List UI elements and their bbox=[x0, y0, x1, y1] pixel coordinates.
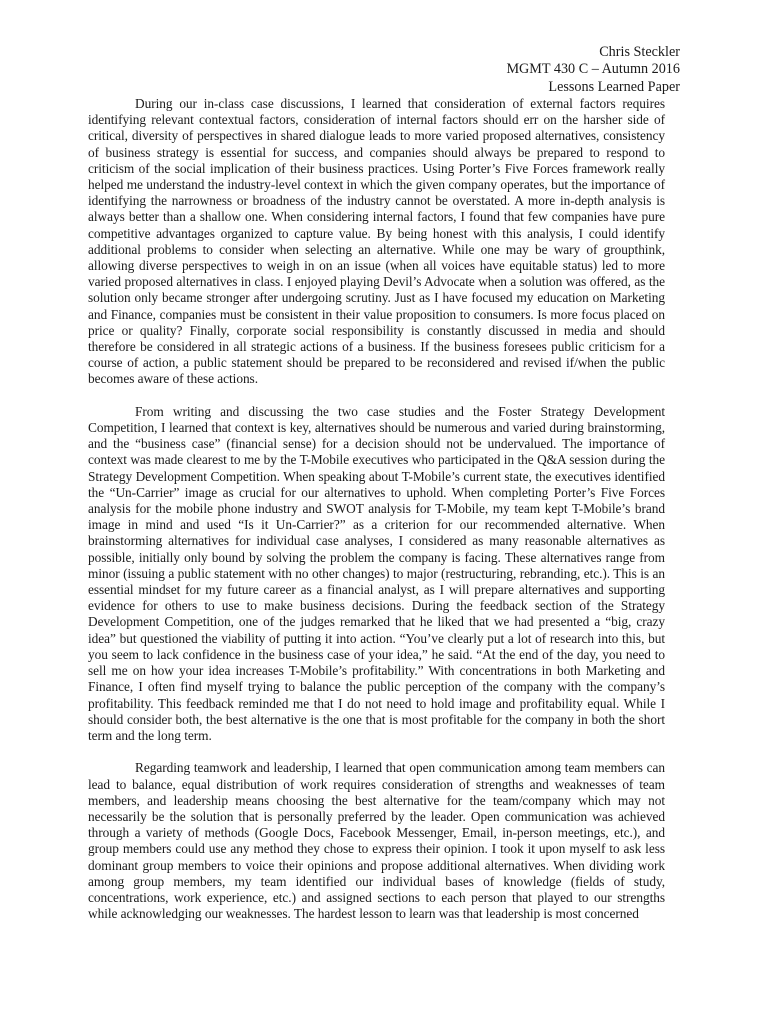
paragraph: From writing and discussing the two case studies and the Foster Strategy Development Competition, I learned that context is key, alternatives should be numerous and varied during brainstorming, and the “business case” (financial sense) for a decision should not be undervalued. The importance of context was made clearest to me by the T-Mobile executives who participated in the Q&A session during the Strategy Development Competition. When speaking about T-Mobile’s current state, the executives identified the “Un-Carrier” image as crucial for our alternatives to uphold. When completing Porter’s Five Forces analysis for the mobile phone industry and SWOT analysis for T-Mobile, my team kept T-Mobile’s brand image in mind and used “Is it Un-Carrier?” as a criterion for our recommended alternative. When brainstorming alternatives for individual case analyses, I considered as many reasonable alternatives as possible, initially only bound by solving the problem the company is facing. These alternatives range from minor (issuing a public statement with no other changes) to major (restructuring, rebranding, etc.). This is an essential mindset for my future career as a financial analyst, as I will prepare alternatives and supporting evidence for others to use to make business decisions. During the feedback section of the Strategy Development Competition, one of the judges remarked that he liked that we had presented a “big, crazy idea” but questioned the viability of putting it into action. “You’ve clearly put a lot of research into this, but you seem to lack confidence in the business case of your idea,” he said. “At the end of the day, you need to sell me on how your idea increases T-Mobile’s profitability.” With concentrations in both Marketing and Finance, I often find myself trying to balance the public perception of the company with the company’s profitability. This feedback reminded me that I do not need to hold image and profitability equal. While I should consider both, the best alternative is the one that is most profitable for the company in both the short term and the long term. bbox=[88, 403, 665, 743]
course-line: MGMT 430 C – Autumn 2016 bbox=[506, 61, 680, 78]
document-header bbox=[506, 44, 680, 96]
paper-title: Lessons Learned Paper bbox=[548, 78, 680, 95]
author-name: Chris Steckler bbox=[599, 44, 680, 60]
paragraph: During our in-class case discussions, I learned that consideration of external factors requires identifying relevant contextual factors, consideration of internal factors should err on the harsher side of critical, diversity of perspectives in shared dialogue leads to more varied proposed alternatives, consistency of business strategy is essential for success, and companies should always be prepared to respond to criticism of the social implication of their business practices. Using Porter’s Five Forces framework really helped me understand the industry-level context in which the given company operates, but the importance of identifying the narrowness or broadness of the industry cannot be overstated. A more in-depth analysis is always better than a shallow one. When considering internal factors, I found that few companies have pure competitive advantages organized to capture value. By being honest with this analysis, I could identify additional problems to consider when selecting an alternative. While one may be wary of groupthink, allowing diverse perspectives to weigh in on an issue (when all voices have equitable status) led to more varied proposed alternatives in class. I enjoyed playing Devil’s Advocate when a solution was offered, as the solution only became stronger after undergoing scrutiny. Just as I have focused my education on Marketing and Finance, companies must be consistent in their value proposition to consumers. Is more focus placed on price or quality? Finally, corporate social responsibility is constantly discussed in media and should therefore be considered in all strategic actions of a business. If the business foresees public criticism for a course of action, a public statement should be prepared to be reconsidered and revised if/when the public becomes aware of these actions. bbox=[88, 96, 665, 387]
paragraph: Regarding teamwork and leadership, I learned that open communication among team members can lead to balance, equal distribution of work requires consideration of strengths and weaknesses of team members, and leadership means choosing the best alternative for the team/company which may not necessarily be the solution that is personally preferred by the leader. Open communication was achieved through a variety of methods (Google Docs, Facebook Messenger, Email, in-person meetings, etc.), and group members could use any method they chose to express their opinion. I took it upon myself to ask less dominant group members to voice their opinions and propose additional alternatives. When dividing work among group members, my team identified our individual bases of knowledge (fields of study, concentrations, work experience, etc.) and assigned sections to each person that played to our strengths while acknowledging our weaknesses. The hardest lesson to learn was that leadership is most concerned bbox=[88, 760, 665, 922]
document-body bbox=[88, 96, 665, 939]
